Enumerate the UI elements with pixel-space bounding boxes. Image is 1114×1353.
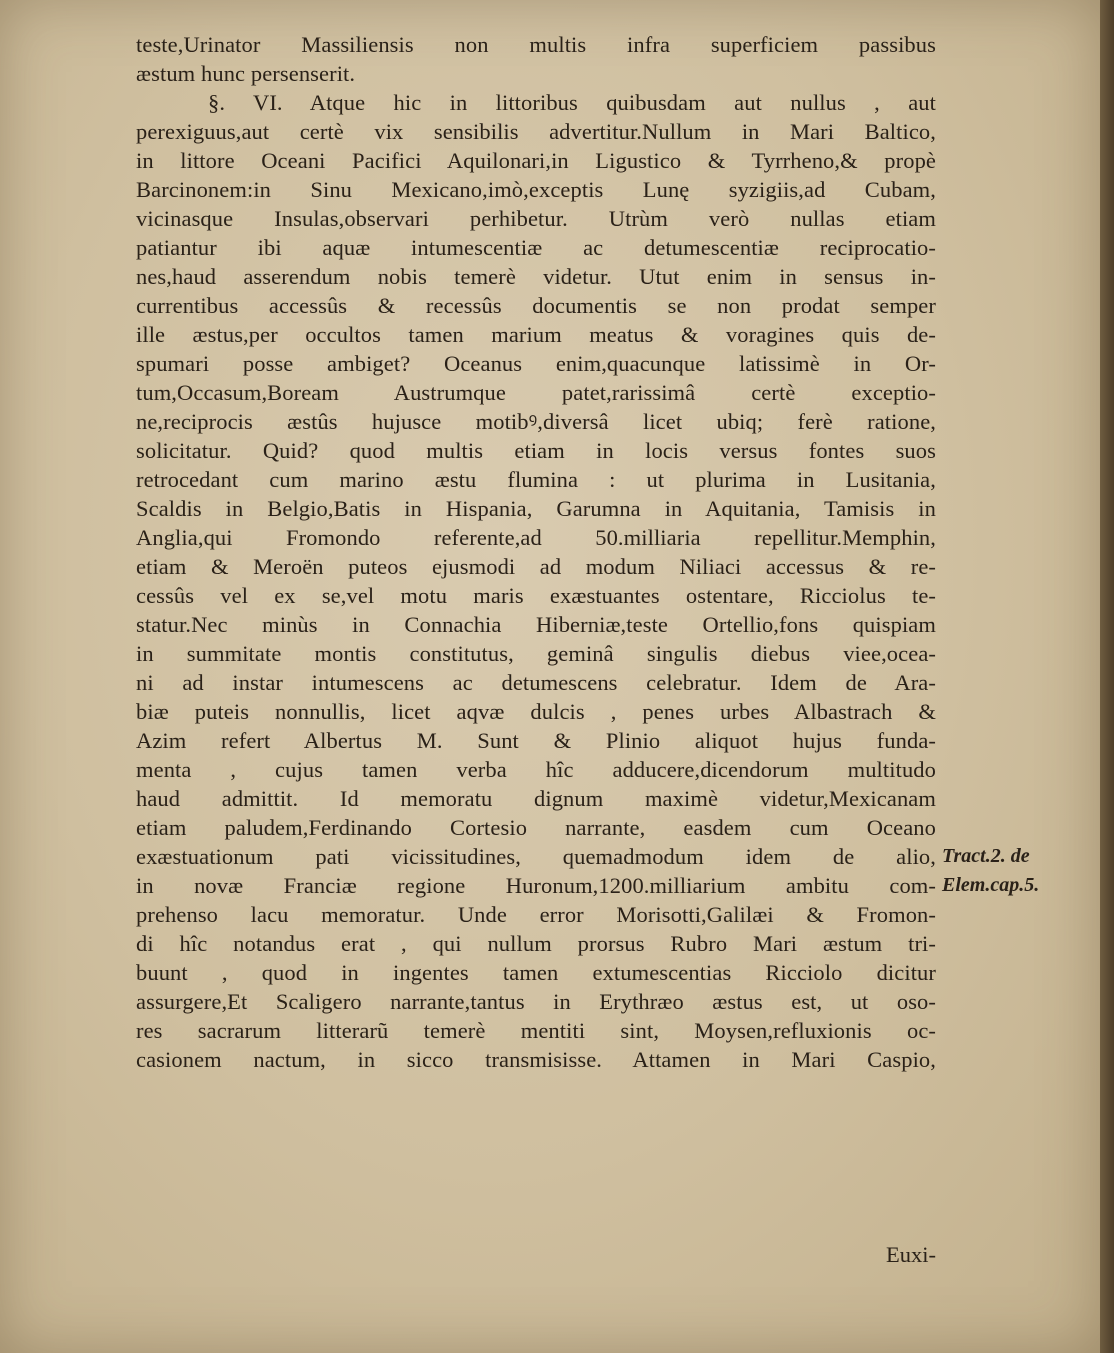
- text-line: res sacrarum litterarũ temerè mentiti sint, Moysen,refluxionis oc-: [136, 1018, 936, 1043]
- text-line: etiam paludem,Ferdinando Cortesio narrante, easdem cum Oceano: [136, 815, 936, 840]
- text-line: ne,reciprocis æstûs hujusce motibꝰ,diversâ licet ubiq; ferè ratione,: [136, 409, 936, 434]
- text-line: cessûs vel ex se,vel motu maris exæstuantes ostentare, Ricciolus te-: [136, 583, 936, 608]
- text-line: prehenso lacu memoratur. Unde error Morisotti,Galilæi & Fromon-: [136, 902, 936, 927]
- catchword: Euxi-: [886, 1242, 936, 1267]
- text-line: patiantur ibi aquæ intumescentiæ ac detumescentiæ reciprocatio-: [136, 235, 936, 260]
- text-line: vicinasque Insulas,observari perhibetur. Utrùm verò nullas etiam: [136, 206, 936, 231]
- text-line: assurgere,Et Scaligero narrante,tantus in Erythræo æstus est, ut oso-: [136, 989, 936, 1014]
- text-line: di hîc notandus erat , qui nullum prorsus Rubro Mari æstum tri-: [136, 931, 936, 956]
- body-text: [136, 30, 936, 1074]
- text-line: æstum hunc persenserit.: [136, 61, 356, 86]
- text-line: teste,Urinator Massiliensis non multis infra superficiem passibus: [136, 32, 936, 57]
- text-line: in littore Oceani Pacifici Aquilonari,in Ligustico & Tyrrheno,& propè: [136, 148, 936, 173]
- text-line: buunt , quod in ingentes tamen extumescentias Ricciolo dicitur: [136, 960, 936, 985]
- marginal-note-line: Tract.2. de: [942, 845, 1030, 867]
- text-line: casionem nactum, in sicco transmisisse. Attamen in Mari Caspio,: [136, 1047, 936, 1072]
- text-line: tum,Occasum,Boream Austrumque patet,rarissimâ certè exceptio-: [136, 380, 936, 405]
- section-heading-line: §. VI. Atque hic in littoribus quibusdam aut nullus , aut: [208, 90, 936, 115]
- text-line: haud admittit. Id memoratu dignum maximè videtur,Mexicanam: [136, 786, 936, 811]
- text-line: statur.Nec minùs in Connachia Hiberniæ,teste Ortellio,fons quispiam: [136, 612, 936, 637]
- text-line: etiam & Meroën puteos ejusmodi ad modum Niliaci accessus & re-: [136, 554, 936, 579]
- text-line: retrocedant cum marino æstu flumina : ut plurima in Lusitania,: [136, 467, 936, 492]
- marginal-note: [942, 842, 1082, 900]
- text-line: ni ad instar intumescens ac detumescens celebratur. Idem de Ara-: [136, 670, 936, 695]
- text-line: Barcinonem:in Sinu Mexicano,imò,exceptis Lunę syzigiis,ad Cubam,: [136, 177, 936, 202]
- text-line: in novæ Franciæ regione Huronum,1200.milliarium ambitu com-: [136, 873, 936, 898]
- text-line: Azim refert Albertus M. Sunt & Plinio aliquot hujus funda-: [136, 728, 936, 753]
- text-line: solicitatur. Quid? quod multis etiam in locis versus fontes suos: [136, 438, 936, 463]
- text-line: ille æstus,per occultos tamen marium meatus & voragines quis de-: [136, 322, 936, 347]
- text-line: nes,haud asserendum nobis temerè videtur. Utut enim in sensus in-: [136, 264, 936, 289]
- text-line: currentibus accessûs & recessûs documentis se non prodat semper: [136, 293, 936, 318]
- text-line: Anglia,qui Fromondo referente,ad 50.milliaria repellitur.Memphin,: [136, 525, 936, 550]
- text-line: menta , cujus tamen verba hîc adducere,dicendorum multitudo: [136, 757, 936, 782]
- book-edge: [1100, 0, 1114, 1353]
- text-line: Scaldis in Belgio,Batis in Hispania, Garumna in Aquitania, Tamisis in: [136, 496, 936, 521]
- text-line: spumari posse ambiget? Oceanus enim,quacunque latissimè in Or-: [136, 351, 936, 376]
- text-line: in summitate montis constitutus, geminâ singulis diebus viee,ocea-: [136, 641, 936, 666]
- text-line: biæ puteis nonnullis, licet aqvæ dulcis , penes urbes Albastrach &: [136, 699, 936, 724]
- text-line: exæstuationum pati vicissitudines, quemadmodum idem de alio,: [136, 844, 936, 869]
- text-line: perexiguus,aut certè vix sensibilis advertitur.Nullum in Mari Baltico,: [136, 119, 936, 144]
- marginal-note-line: Elem.cap.5.: [942, 874, 1040, 896]
